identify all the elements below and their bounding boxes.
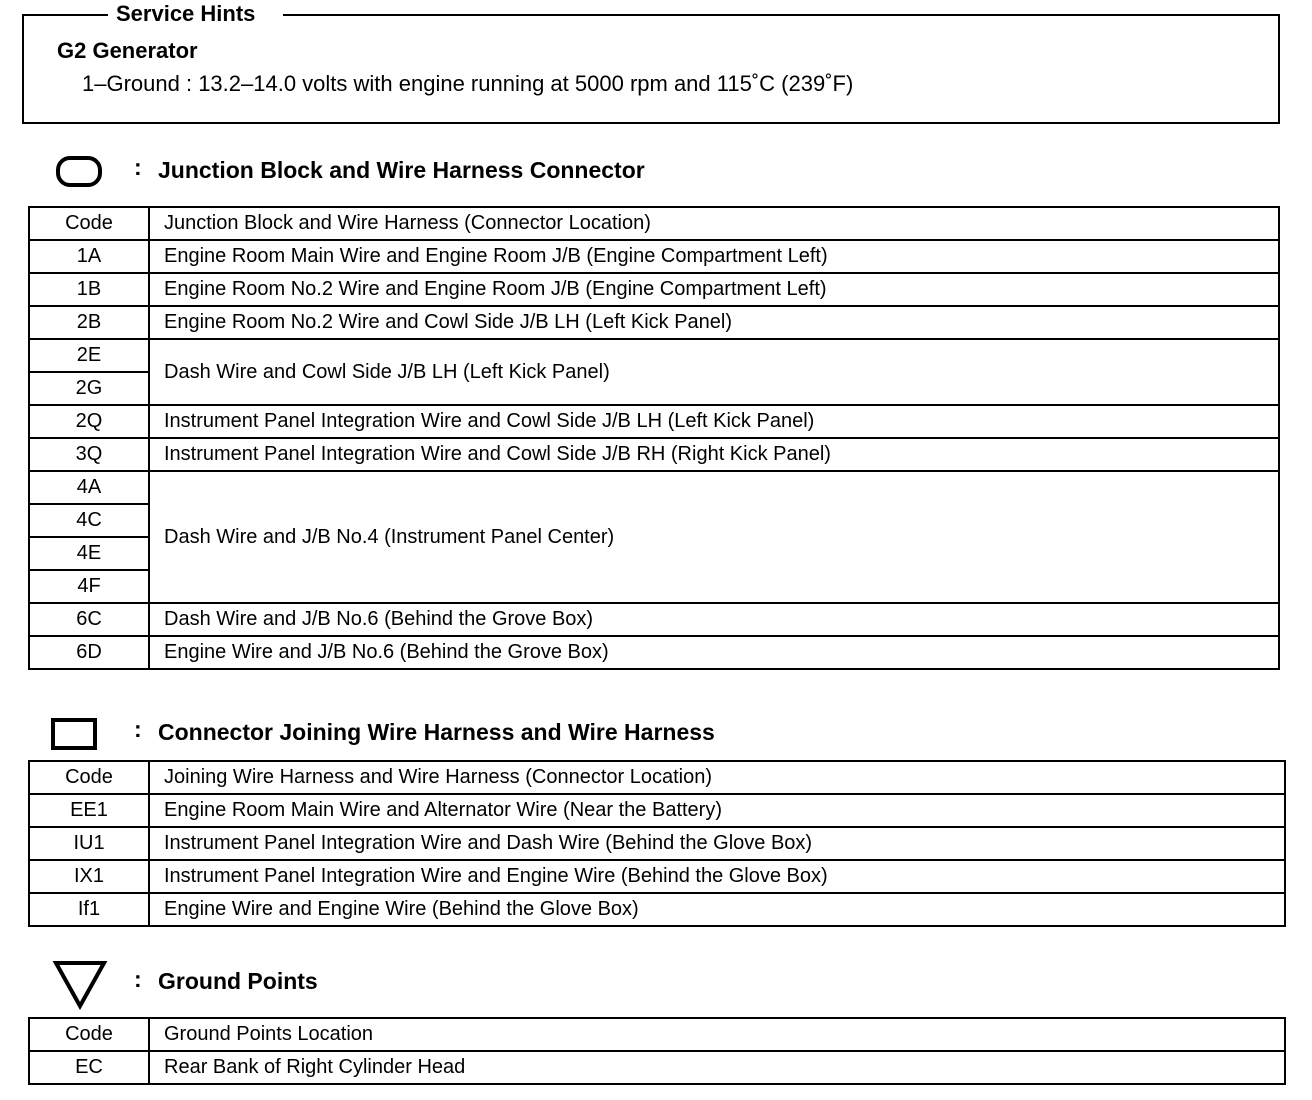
connector-section-header <box>0 712 1312 756</box>
row-location: Instrument Panel Integration Wire and Dash Wire (Behind the Glove Box) <box>149 827 1285 860</box>
row-code: EE1 <box>29 794 149 827</box>
row-code: 4E <box>29 537 149 570</box>
rectangle-icon <box>50 716 98 752</box>
row-code: 2B <box>29 306 149 339</box>
table-row <box>29 636 1279 669</box>
connector-table <box>28 760 1286 927</box>
row-code: IX1 <box>29 860 149 893</box>
connector-colon: : <box>134 716 142 742</box>
row-location: Instrument Panel Integration Wire and Cowl Side J/B RH (Right Kick Panel) <box>149 438 1279 471</box>
table-row <box>29 471 1279 504</box>
row-location: Instrument Panel Integration Wire and Cowl Side J/B LH (Left Kick Panel) <box>149 405 1279 438</box>
row-location: Dash Wire and J/B No.6 (Behind the Grove Box) <box>149 603 1279 636</box>
ground-section-title: Ground Points <box>158 968 318 994</box>
table-row <box>29 827 1285 860</box>
row-code: 1B <box>29 273 149 306</box>
row-code: If1 <box>29 893 149 926</box>
service-hints-box <box>22 1 1280 124</box>
connector-section-title: Connector Joining Wire Harness and Wire Harness <box>158 719 715 745</box>
ground-colon: : <box>134 966 142 992</box>
code-header: Code <box>29 1018 149 1051</box>
table-row <box>29 603 1279 636</box>
table-header-row <box>29 207 1279 240</box>
table-row <box>29 1051 1285 1084</box>
row-location: Engine Room No.2 Wire and Engine Room J/B (Engine Compartment Left) <box>149 273 1279 306</box>
hint-line: 1–Ground : 13.2–14.0 volts with engine running at 5000 rpm and 115˚C (239˚F) <box>82 71 854 96</box>
table-header-row <box>29 761 1285 794</box>
row-code: 4A <box>29 471 149 504</box>
row-code: IU1 <box>29 827 149 860</box>
table-row <box>29 860 1285 893</box>
junction-table <box>28 206 1280 670</box>
junction-colon: : <box>134 154 142 180</box>
row-code: 2E <box>29 339 149 372</box>
row-location: Engine Wire and J/B No.6 (Behind the Grove Box) <box>149 636 1279 669</box>
row-code: 2G <box>29 372 149 405</box>
row-location: Engine Room Main Wire and Engine Room J/B (Engine Compartment Left) <box>149 240 1279 273</box>
component-title: G2 Generator <box>57 38 198 63</box>
junction-section-title: Junction Block and Wire Harness Connector <box>158 157 645 183</box>
location-header: Joining Wire Harness and Wire Harness (Connector Location) <box>149 761 1285 794</box>
location-header: Junction Block and Wire Harness (Connector Location) <box>149 207 1279 240</box>
junction-section-header <box>0 150 1312 194</box>
code-header: Code <box>29 761 149 794</box>
table-row <box>29 438 1279 471</box>
table-row <box>29 273 1279 306</box>
table-row <box>29 240 1279 273</box>
code-header: Code <box>29 207 149 240</box>
row-location: Engine Wire and Engine Wire (Behind the Glove Box) <box>149 893 1285 926</box>
row-location: Engine Room No.2 Wire and Cowl Side J/B LH (Left Kick Panel) <box>149 306 1279 339</box>
row-code: 1A <box>29 240 149 273</box>
row-location: Instrument Panel Integration Wire and Engine Wire (Behind the Glove Box) <box>149 860 1285 893</box>
row-code: EC <box>29 1051 149 1084</box>
rounded-rectangle-icon <box>55 154 103 188</box>
table-row <box>29 893 1285 926</box>
table-row <box>29 306 1279 339</box>
table-row <box>29 405 1279 438</box>
ground-section-header <box>0 958 1312 1002</box>
row-location: Engine Room Main Wire and Alternator Wire (Near the Battery) <box>149 794 1285 827</box>
table-header-row <box>29 1018 1285 1051</box>
ground-table <box>28 1017 1286 1085</box>
triangle-down-icon <box>52 958 108 1010</box>
row-location: Dash Wire and Cowl Side J/B LH (Left Kick Panel) <box>149 339 1279 405</box>
row-code: 3Q <box>29 438 149 471</box>
row-code: 2Q <box>29 405 149 438</box>
row-location: Rear Bank of Right Cylinder Head <box>149 1051 1285 1084</box>
row-code: 6C <box>29 603 149 636</box>
table-row <box>29 794 1285 827</box>
row-code: 6D <box>29 636 149 669</box>
row-code: 4F <box>29 570 149 603</box>
location-header: Ground Points Location <box>149 1018 1285 1051</box>
row-code: 4C <box>29 504 149 537</box>
service-hints-legend: Service Hints <box>108 1 283 27</box>
table-row <box>29 339 1279 372</box>
row-location: Dash Wire and J/B No.4 (Instrument Panel Center) <box>149 471 1279 603</box>
